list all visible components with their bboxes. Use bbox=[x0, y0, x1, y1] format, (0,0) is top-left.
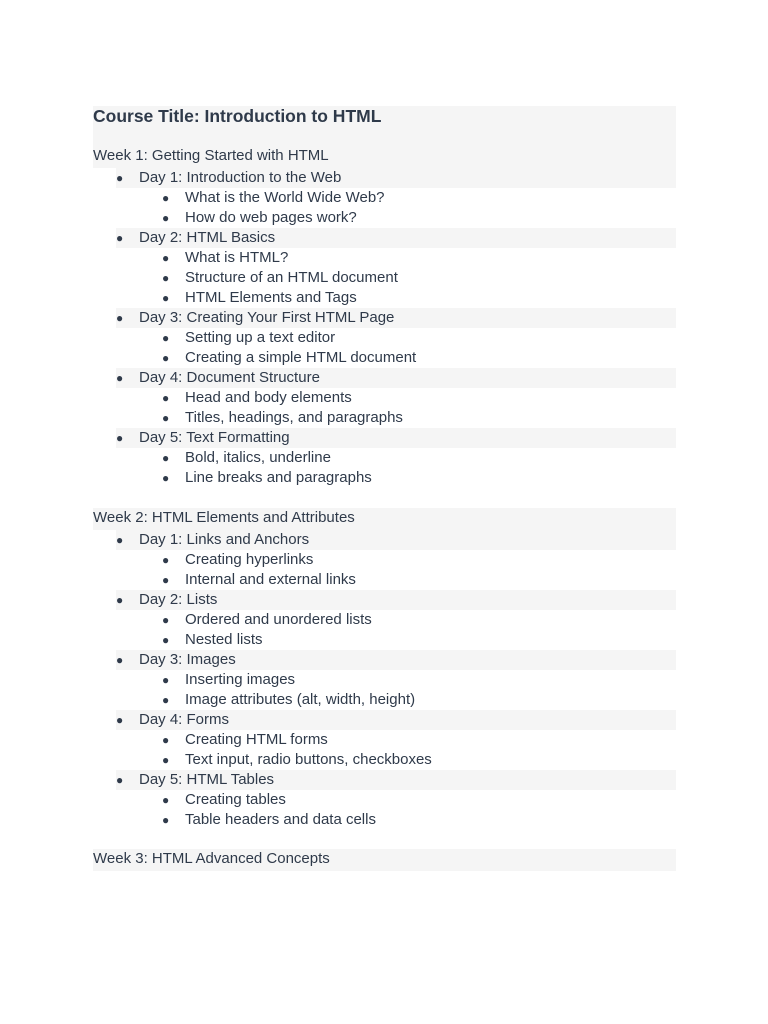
week-1-days bbox=[93, 168, 676, 488]
bullet-icon: ● bbox=[116, 593, 124, 607]
course-title: Course Title: Introduction to HTML bbox=[93, 106, 382, 126]
day-item bbox=[93, 590, 676, 650]
topic-item bbox=[162, 268, 676, 288]
day-item bbox=[93, 308, 676, 368]
topic-item bbox=[162, 348, 676, 368]
day-item bbox=[93, 530, 676, 590]
bullet-icon: ● bbox=[162, 471, 170, 485]
topic-label: Creating a simple HTML document bbox=[185, 349, 417, 366]
topic-item bbox=[162, 288, 676, 308]
day-label: Day 2: Lists bbox=[139, 591, 218, 608]
topic-label: Ordered and unordered lists bbox=[185, 611, 372, 628]
bullet-icon: ● bbox=[162, 291, 170, 305]
topic-label: Setting up a text editor bbox=[185, 329, 336, 346]
topic-item bbox=[162, 208, 676, 228]
topic-label: What is the World Wide Web? bbox=[185, 189, 385, 206]
day-item bbox=[93, 770, 676, 830]
topic-label: What is HTML? bbox=[185, 249, 289, 266]
day-item bbox=[93, 710, 676, 770]
bullet-icon: ● bbox=[116, 371, 124, 385]
bullet-icon: ● bbox=[162, 211, 170, 225]
day-label: Day 5: HTML Tables bbox=[139, 771, 275, 788]
topic-item bbox=[162, 248, 676, 268]
bullet-icon: ● bbox=[116, 231, 124, 245]
day-item bbox=[93, 428, 676, 488]
week-2-title: Week 2: HTML Elements and Attributes bbox=[93, 509, 355, 526]
bullet-icon: ● bbox=[162, 271, 170, 285]
day-label: Day 2: HTML Basics bbox=[139, 229, 276, 246]
day-label: Day 1: Introduction to the Web bbox=[139, 169, 342, 186]
topic-item bbox=[162, 810, 676, 830]
day-item bbox=[93, 368, 676, 428]
bullet-icon: ● bbox=[116, 431, 124, 445]
bullet-icon: ● bbox=[162, 331, 170, 345]
bullet-icon: ● bbox=[162, 451, 170, 465]
topic-label: Creating tables bbox=[185, 791, 286, 808]
bullet-icon: ● bbox=[162, 693, 170, 707]
topic-item bbox=[162, 630, 676, 650]
topic-label: Inserting images bbox=[185, 671, 296, 688]
course-header bbox=[93, 106, 676, 168]
topic-item bbox=[162, 790, 676, 810]
topic-item bbox=[162, 690, 676, 710]
topic-label: Bold, italics, underline bbox=[185, 449, 331, 466]
day-label: Day 1: Links and Anchors bbox=[139, 531, 310, 548]
day-label: Day 4: Forms bbox=[139, 711, 230, 728]
week-3-header bbox=[93, 849, 676, 871]
topic-label: HTML Elements and Tags bbox=[185, 289, 357, 306]
topic-label: Nested lists bbox=[185, 631, 263, 648]
bullet-icon: ● bbox=[162, 251, 170, 265]
week-2-header bbox=[93, 508, 676, 530]
topic-label: Creating HTML forms bbox=[185, 731, 328, 748]
day-item bbox=[93, 650, 676, 710]
topic-item bbox=[162, 388, 676, 408]
topic-item bbox=[162, 730, 676, 750]
bullet-icon: ● bbox=[116, 533, 124, 547]
day-item bbox=[93, 228, 676, 308]
bullet-icon: ● bbox=[162, 411, 170, 425]
topic-item bbox=[162, 448, 676, 468]
topic-item bbox=[162, 328, 676, 348]
topic-item bbox=[162, 550, 676, 570]
topic-item bbox=[162, 188, 676, 208]
bullet-icon: ● bbox=[116, 713, 124, 727]
bullet-icon: ● bbox=[162, 351, 170, 365]
topic-item bbox=[162, 408, 676, 428]
bullet-icon: ● bbox=[162, 633, 170, 647]
bullet-icon: ● bbox=[116, 171, 124, 185]
bullet-icon: ● bbox=[162, 613, 170, 627]
week-3-title: Week 3: HTML Advanced Concepts bbox=[93, 850, 330, 867]
topic-item bbox=[162, 570, 676, 590]
topic-label: Image attributes (alt, width, height) bbox=[185, 691, 416, 708]
day-label: Day 3: Images bbox=[139, 651, 236, 668]
document-page bbox=[93, 106, 676, 871]
topic-label: Internal and external links bbox=[185, 571, 356, 588]
topic-label: Structure of an HTML document bbox=[185, 269, 398, 286]
topic-label: Titles, headings, and paragraphs bbox=[185, 409, 403, 426]
week-2-days bbox=[93, 530, 676, 830]
topic-label: Table headers and data cells bbox=[185, 811, 376, 828]
topic-item bbox=[162, 468, 676, 488]
day-label: Day 4: Document Structure bbox=[139, 369, 320, 386]
bullet-icon: ● bbox=[162, 553, 170, 567]
bullet-icon: ● bbox=[162, 753, 170, 767]
day-label: Day 3: Creating Your First HTML Page bbox=[139, 309, 395, 326]
topic-label: Creating hyperlinks bbox=[185, 551, 314, 568]
topic-label: Head and body elements bbox=[185, 389, 352, 406]
topic-item bbox=[162, 610, 676, 630]
bullet-icon: ● bbox=[162, 573, 170, 587]
bullet-icon: ● bbox=[116, 773, 124, 787]
bullet-icon: ● bbox=[162, 813, 170, 827]
bullet-icon: ● bbox=[162, 673, 170, 687]
day-label: Day 5: Text Formatting bbox=[139, 429, 290, 446]
topic-label: How do web pages work? bbox=[185, 209, 357, 226]
bullet-icon: ● bbox=[162, 793, 170, 807]
topic-item bbox=[162, 750, 676, 770]
bullet-icon: ● bbox=[162, 733, 170, 747]
topic-label: Text input, radio buttons, checkboxes bbox=[185, 751, 432, 768]
day-item bbox=[93, 168, 676, 228]
week-1-title: Week 1: Getting Started with HTML bbox=[93, 147, 329, 164]
bullet-icon: ● bbox=[116, 311, 124, 325]
topic-item bbox=[162, 670, 676, 690]
bullet-icon: ● bbox=[116, 653, 124, 667]
topic-label: Line breaks and paragraphs bbox=[185, 469, 372, 486]
bullet-icon: ● bbox=[162, 191, 170, 205]
bullet-icon: ● bbox=[162, 391, 170, 405]
